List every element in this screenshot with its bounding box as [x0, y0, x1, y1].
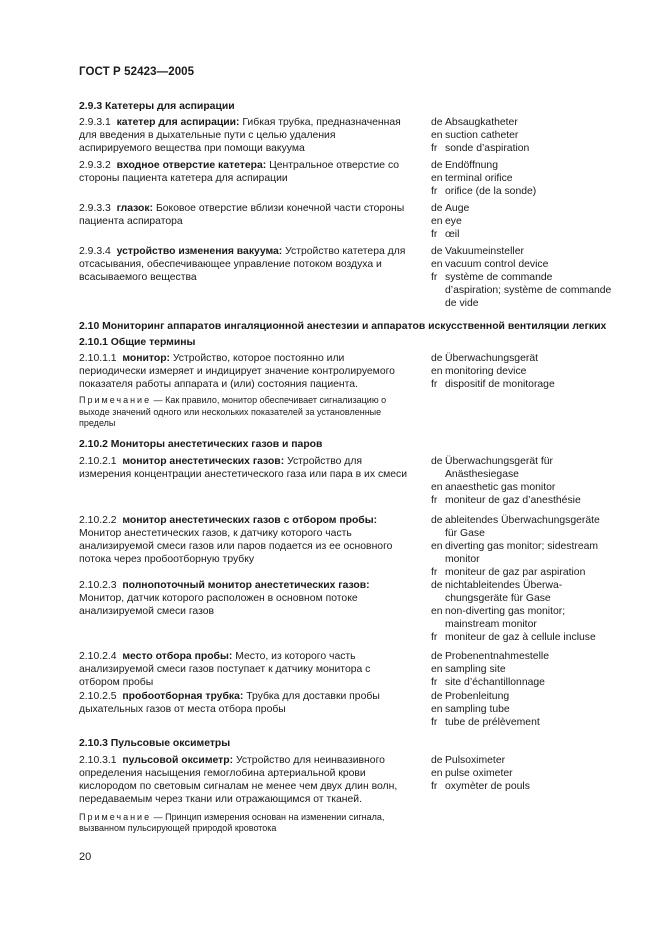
note-label: Примечание — [79, 395, 152, 405]
term-definition — [79, 116, 431, 155]
term-number: 2.10.2.4 — [79, 650, 117, 662]
equivalent-term: für Gase — [445, 527, 485, 539]
foreign-equivalents — [431, 202, 617, 241]
section-heading: 2.9.3 Катетеры для аспирации — [79, 101, 235, 112]
equivalent-term: anaesthetic gas monitor — [445, 481, 556, 493]
term-name: пробоотборная трубка: — [122, 690, 244, 702]
term-number: 2.10.2.5 — [79, 690, 117, 702]
definition-text: Устройство, которое постоянно или периодически измеряет и индицирует значение контролируемого показателя работы аппарата и (или) состояния пациента. — [79, 353, 395, 390]
language-code: de — [431, 246, 443, 257]
equivalent-term: tube de prélèvement — [445, 716, 540, 728]
section-heading: 2.10.3 Пульсовые оксиметры — [79, 737, 231, 749]
equivalent-line — [431, 172, 617, 185]
equivalent-term: sampling tube — [445, 703, 510, 715]
equivalent-term: monitor — [445, 553, 480, 565]
language-code: en — [431, 366, 443, 377]
language-code: de — [431, 117, 443, 128]
language-code: en — [431, 259, 443, 270]
definition-text: Монитор, датчик которого расположен в основном потоке анализируемой смеси газов — [79, 592, 358, 617]
language-code: fr — [431, 780, 438, 792]
term-name: монитор: — [122, 353, 171, 364]
equivalent-term: diverting gas monitor; sidestream — [445, 540, 599, 552]
definition-text: Место, из которого часть анализируемой смеси газов поступает к датчику монитора с отбором пробы — [79, 650, 371, 688]
equivalent-line — [431, 228, 617, 241]
term-name: катетер для аспирации: — [116, 117, 240, 128]
language-code: en — [431, 767, 443, 779]
equivalent-line — [431, 284, 617, 297]
foreign-equivalents — [431, 245, 617, 310]
equivalent-term: sonde d’aspiration — [445, 143, 530, 154]
equivalent-term: moniteur de gaz à cellule incluse — [445, 631, 596, 643]
equivalent-term: Probenentnahmestelle — [445, 650, 549, 662]
language-code: en — [431, 663, 443, 675]
foreign-equivalents — [431, 455, 617, 507]
equivalent-line — [431, 271, 617, 284]
equivalent-term: œil — [445, 229, 460, 240]
equivalent-line — [431, 514, 617, 527]
equivalent-term: monitoring device — [445, 366, 527, 377]
equivalent-line — [431, 159, 617, 172]
equivalent-term: Überwachungsgerät — [445, 353, 538, 364]
equivalent-term: d’aspiration; système de commande — [445, 285, 612, 296]
language-code: fr — [431, 143, 438, 154]
equivalent-line — [431, 129, 617, 142]
equivalent-line — [431, 631, 617, 644]
equivalent-term: Überwachungsgerät für — [445, 455, 554, 467]
equivalent-term: de vide — [445, 298, 479, 309]
equivalent-term: Absaugkatheter — [445, 117, 518, 128]
definition-text: Устройство для измерения концентрации анестетического газа или пара в их смеси — [79, 455, 408, 480]
language-code: en — [431, 173, 443, 184]
equivalent-line — [431, 245, 617, 258]
equivalent-line — [431, 378, 617, 391]
language-code: de — [431, 650, 443, 662]
equivalent-term: moniteur de gaz par aspiration — [445, 566, 586, 578]
term-name: глазок: — [116, 203, 154, 214]
language-code: fr — [431, 494, 438, 506]
equivalent-term: vacuum control device — [445, 259, 549, 270]
equivalent-line — [431, 215, 617, 228]
note-label: Примечание — [79, 811, 152, 822]
term-name: монитор анестетических газов с отбором пробы: — [122, 514, 378, 526]
term-number: 2.9.3.1 — [79, 117, 111, 128]
equivalent-term: terminal orifice — [445, 173, 513, 184]
term-number: 2.9.3.3 — [79, 203, 111, 214]
equivalent-line — [431, 352, 617, 365]
language-code: fr — [431, 379, 438, 390]
equivalent-line — [431, 142, 617, 155]
equivalent-term: suction catheter — [445, 130, 519, 141]
equivalent-line — [431, 455, 617, 468]
equivalent-term: Auge — [445, 203, 470, 214]
language-code: en — [431, 605, 443, 617]
definition-text: Устройство для неинвазивного определения насыщения гемоглобина артериальной крови кислородом по световым сигналам не менее чем двух длин волн, передаваемым через ткани или отражающимся от тканей. — [79, 754, 398, 805]
note-text: — Как правило, монитор обеспечивает сигнализацию о выходе значений одного или нескольких показателей за установленные пределы — [79, 395, 387, 428]
equivalent-line — [431, 365, 617, 378]
definition-text: Монитор анестетических газов, к датчику которого часть анализируемой смеси газов или паров подается из ее основного потока через пробоотборную трубку — [79, 527, 393, 565]
page-number: 20 — [79, 851, 92, 863]
equivalent-line — [431, 566, 617, 579]
language-code: en — [431, 703, 443, 715]
foreign-equivalents — [431, 514, 617, 579]
term-entry — [79, 116, 617, 155]
language-code: fr — [431, 186, 438, 197]
term-number: 2.10.2.3 — [79, 579, 117, 591]
equivalent-term: Pulsoximeter — [445, 754, 506, 766]
equivalent-line — [431, 116, 617, 129]
equivalent-line — [431, 297, 617, 310]
foreign-equivalents — [431, 754, 617, 806]
document-body — [79, 96, 617, 835]
equivalent-line — [431, 703, 617, 716]
equivalent-term: non-diverting gas monitor; — [445, 605, 566, 617]
term-entry — [79, 514, 617, 579]
equivalent-line — [431, 690, 617, 703]
equivalent-term: Anästhesiegase — [445, 468, 519, 480]
term-entry — [79, 754, 617, 806]
term-number: 2.9.3.2 — [79, 160, 111, 171]
equivalent-term: nichtableitendes Überwa- — [445, 579, 563, 591]
equivalent-term: dispositif de monitorage — [445, 379, 555, 390]
term-name: входное отверстие катетера: — [116, 160, 267, 171]
language-code: de — [431, 690, 443, 702]
equivalent-line — [431, 540, 617, 553]
note-text: — Принцип измерения основан на изменении сигнала, вызванном пульсирующей природой кровотока — [79, 811, 385, 833]
language-code: de — [431, 579, 443, 591]
equivalent-term: orifice (de la sonde) — [445, 186, 537, 197]
term-number: 2.10.2.2 — [79, 514, 117, 526]
language-code: fr — [431, 566, 438, 578]
term-name: место отбора пробы: — [122, 650, 233, 662]
language-code: en — [431, 216, 443, 227]
term-number: 2.10.2.1 — [79, 455, 117, 467]
term-definition — [79, 245, 431, 310]
foreign-equivalents — [431, 352, 617, 391]
equivalent-line — [431, 618, 617, 631]
equivalent-line — [431, 663, 617, 676]
equivalent-term: Vakuumeinsteller — [445, 246, 524, 257]
foreign-equivalents — [431, 159, 617, 198]
language-code: en — [431, 481, 443, 493]
language-code: de — [431, 160, 443, 171]
foreign-equivalents — [431, 116, 617, 155]
language-code: fr — [431, 676, 438, 688]
equivalent-line — [431, 468, 617, 481]
language-code: de — [431, 514, 443, 526]
language-code: de — [431, 353, 443, 364]
equivalent-term: site d’échantillonnage — [445, 676, 545, 688]
term-number: 2.10.3.1 — [79, 754, 117, 766]
term-definition — [79, 352, 431, 391]
equivalent-term: mainstream monitor — [445, 618, 537, 630]
equivalent-line — [431, 676, 617, 689]
note — [79, 812, 417, 835]
equivalent-line — [431, 527, 617, 540]
language-code: fr — [431, 631, 438, 643]
equivalent-line — [431, 481, 617, 494]
equivalent-line — [431, 258, 617, 271]
term-entry — [79, 202, 617, 241]
term-entry — [79, 579, 617, 644]
equivalent-line — [431, 553, 617, 566]
term-name: полнопоточный монитор анестетических газов: — [122, 579, 370, 591]
term-definition — [79, 754, 431, 806]
document-header: ГОСТ Р 52423—2005 — [79, 66, 195, 78]
language-code: en — [431, 540, 443, 552]
equivalent-line — [431, 767, 617, 780]
equivalent-line — [431, 202, 617, 215]
term-definition — [79, 455, 431, 507]
term-name: устройство изменения вакуума: — [116, 246, 283, 257]
foreign-equivalents — [431, 690, 617, 729]
equivalent-term: pulse oximeter — [445, 767, 513, 779]
section-heading: 2.10 Мониторинг аппаратов ингаляционной анестезии и аппаратов искусственной вентиляции легких — [79, 321, 607, 332]
term-entry — [79, 159, 617, 198]
term-entry — [79, 245, 617, 310]
term-number: 2.10.1.1 — [79, 353, 117, 364]
term-entry — [79, 352, 617, 391]
equivalent-term: Probenleitung — [445, 690, 510, 702]
section-heading: 2.10.2 Мониторы анестетических газов и паров — [79, 438, 323, 450]
equivalent-term: Endöffnung — [445, 160, 498, 171]
equivalent-term: ableitendes Überwachungsgeräte — [445, 514, 600, 526]
language-code: fr — [431, 272, 438, 283]
foreign-equivalents — [431, 579, 617, 644]
definition-text: Боковое отверстие вблизи конечной части стороны пациента аспиратора — [79, 203, 405, 227]
equivalent-line — [431, 650, 617, 663]
term-definition — [79, 579, 431, 644]
language-code: de — [431, 203, 443, 214]
equivalent-line — [431, 605, 617, 618]
language-code: en — [431, 130, 443, 141]
equivalent-term: eye — [445, 216, 462, 227]
definition-text: Центральное отверстие со стороны пациента катетера для аспирации — [79, 160, 400, 184]
term-definition — [79, 514, 431, 579]
term-entry — [79, 455, 617, 507]
definition-text: Устройство катетера для отсасывания, обеспечивающее управление потоком воздуха и всасываемого вещества — [79, 246, 406, 283]
language-code: fr — [431, 229, 438, 240]
equivalent-line — [431, 716, 617, 729]
section-heading: 2.10.1 Общие термины — [79, 337, 196, 348]
language-code: de — [431, 455, 443, 467]
term-definition — [79, 650, 431, 689]
equivalent-term: moniteur de gaz d’anesthésie — [445, 494, 581, 506]
equivalent-line — [431, 494, 617, 507]
language-code: fr — [431, 716, 438, 728]
equivalent-term: chungsgeräte für Gase — [445, 592, 551, 604]
term-definition — [79, 690, 431, 729]
equivalent-line — [431, 592, 617, 605]
term-number: 2.9.3.4 — [79, 246, 111, 257]
equivalent-term: oxymèter de pouls — [445, 780, 530, 792]
term-entry — [79, 690, 617, 729]
definition-text: Гибкая трубка, предназначенная для введения в дыхательные пути с целью удаления аспирируемого вещества при помощи вакуума — [79, 117, 401, 154]
term-name: пульсовой оксиметр: — [122, 754, 234, 766]
term-name: монитор анестетических газов: — [122, 455, 285, 467]
equivalent-term: système de commande — [445, 272, 553, 283]
definition-text: Трубка для доставки пробы дыхательных газов от места отбора пробы — [79, 690, 380, 715]
equivalent-line — [431, 185, 617, 198]
equivalent-line — [431, 780, 617, 793]
term-definition — [79, 202, 431, 241]
equivalent-line — [431, 754, 617, 767]
term-entry — [79, 650, 617, 689]
foreign-equivalents — [431, 650, 617, 689]
term-definition — [79, 159, 431, 198]
equivalent-line — [431, 579, 617, 592]
note — [79, 395, 417, 430]
language-code: de — [431, 754, 443, 766]
equivalent-term: sampling site — [445, 663, 506, 675]
